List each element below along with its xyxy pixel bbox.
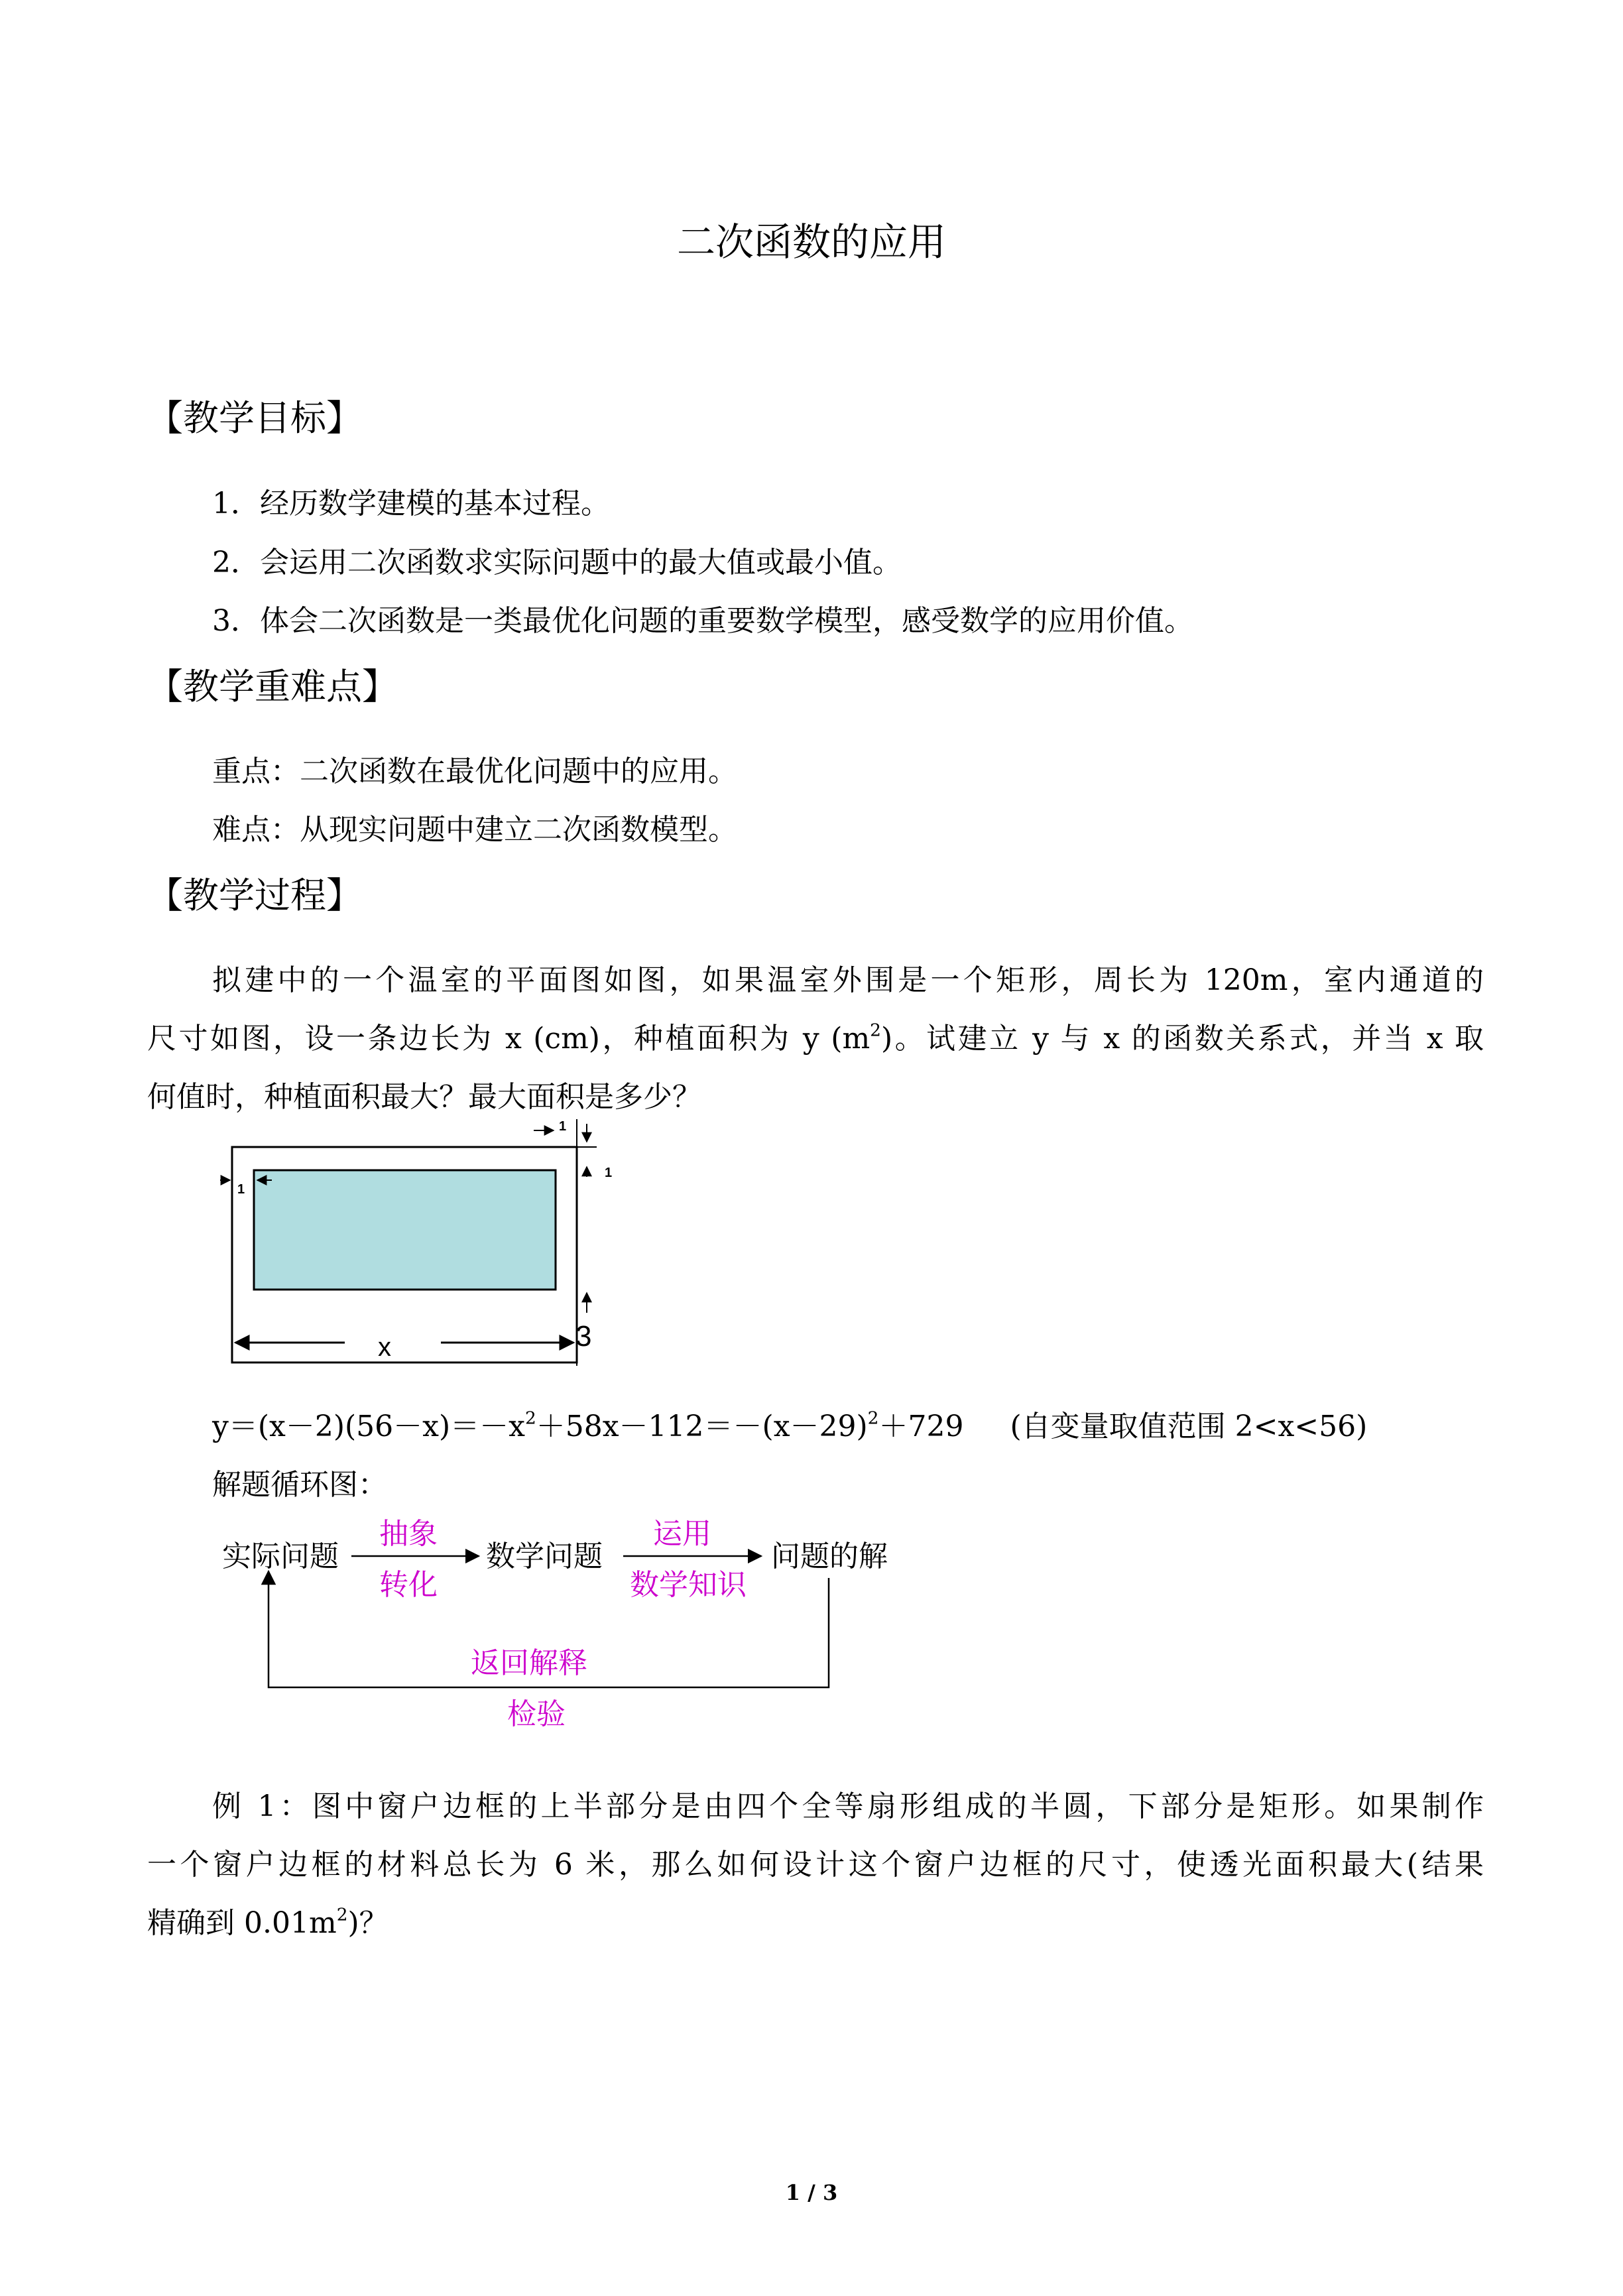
label-return-explain: 返回解释 [471,1647,587,1679]
label-1-left: 1 [237,1182,245,1197]
solution-cycle-diagram [199,1498,928,1750]
problem-text-line: 拟建中的一个温室的平面图如图，如果温室外围是一个矩形，周长为 120m，室内通道的 [212,963,1484,997]
process-heading: 【教学过程】 [147,875,362,916]
label-transform: 转化 [379,1569,438,1601]
node-real-problem: 实际问题 [222,1540,339,1573]
planting-area [254,1170,556,1290]
node-math-problem: 数学问题 [486,1540,603,1573]
formula-line: $y=(x-2)(56-x)=-x^2+58x-112=-(x-29)^2+729$ (自变量取值范围 2<x<56) [212,1408,1368,1443]
example-text-line: 例 1：图中窗户边框的上半部分是由四个全等扇形组成的半圆，下部分是矩形。如果制作 [212,1789,1484,1823]
objective-item: 3．体会二次函数是一类最优化问题的重要数学模型，感受数学的应用价值。 [212,604,1193,638]
label-abstract: 抽象 [379,1518,438,1550]
page-title: 二次函数的应用 [676,219,946,265]
problem-text-line: 何值时，种植面积最大？最大面积是多少？ [147,1080,701,1114]
keypoint-item: 难点：从现实问题中建立二次函数模型。 [212,813,737,847]
example-text-line: 精确到 $0.01m^2$)？ [147,1904,389,1940]
label-verify: 检验 [507,1698,566,1730]
objective-item: 1．经历数学建模的基本过程。 [212,487,610,520]
label-math-knowledge: 数学知识 [630,1569,747,1601]
label-3: 3 [575,1320,592,1353]
problem-text-line: 尺寸如图，设一条边长为 x (cm)，种植面积为 y $(m^2)$。试建立 y 与 x 的函数关系式，并当 x 取 [147,1020,1484,1056]
greenhouse-figure [199,1107,623,1372]
keypoint-item: 重点：二次函数在最优化问题中的应用。 [212,755,737,788]
label-1-right: 1 [605,1166,613,1180]
label-x: x [378,1333,391,1362]
example-text-line: 一个窗户边框的材料总长为 6 米，那么如何设计这个窗户边框的尺寸，使透光面积最大(结果 [147,1848,1484,1882]
cycle-label: 解题循环图： [212,1468,387,1502]
label-apply: 运用 [653,1518,711,1550]
keypoints-heading: 【教学重难点】 [147,666,398,707]
objective-item: 2．会运用二次函数求实际问题中的最大值或最小值。 [212,546,902,579]
objectives-heading: 【教学目标】 [147,397,362,439]
node-solution: 问题的解 [771,1540,888,1573]
label-1-top: 1 [559,1119,567,1134]
page-number: 1 / 3 [785,2180,838,2205]
